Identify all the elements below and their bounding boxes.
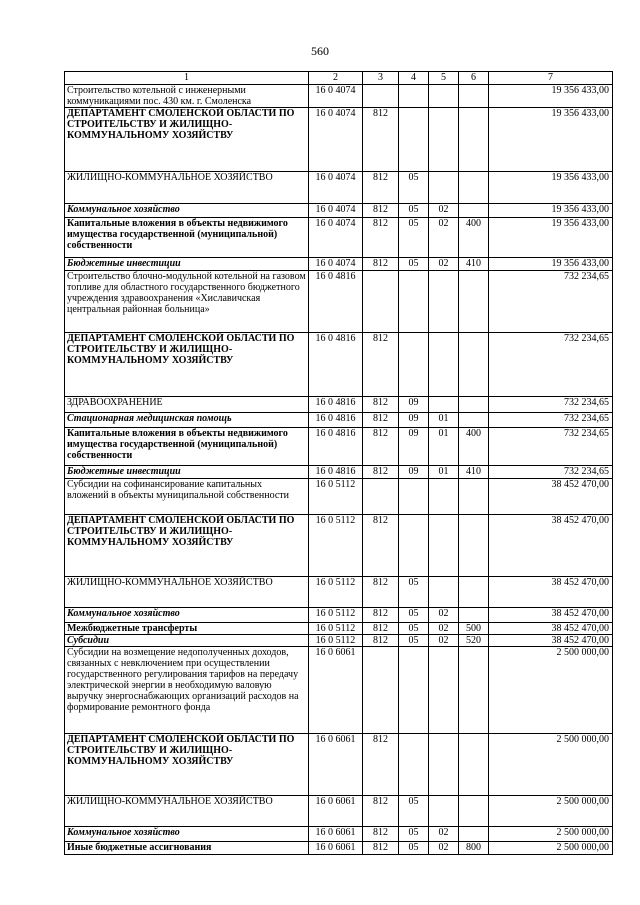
row-target-code: 16 0 6061 [309, 796, 363, 827]
row-target-code: 16 0 5112 [309, 479, 363, 515]
row-section-code: 05 [399, 204, 429, 218]
row-target-code: 16 0 4816 [309, 466, 363, 479]
header-col-7: 7 [489, 72, 613, 85]
row-amount: 732 234,65 [489, 271, 613, 333]
row-amount: 2 500 000,00 [489, 796, 613, 827]
table-row [65, 218, 613, 258]
row-name: Субсидии на возмещение недополученных доходов, связанных с невключением при осуществлении государственного регулирования тарифов на передачу электрической энергии в необходимую валовую выручку энергоснабжающих организаций расходов на формирование ремонтного фонда [65, 647, 309, 734]
row-amount: 19 356 433,00 [489, 204, 613, 218]
table-row [65, 515, 613, 577]
row-ministry-code [363, 85, 399, 108]
row-ministry-code: 812 [363, 842, 399, 855]
row-section-code: 05 [399, 608, 429, 623]
row-expense-type-code [459, 479, 489, 515]
row-section-code [399, 85, 429, 108]
header-row [65, 72, 613, 85]
row-ministry-code: 812 [363, 258, 399, 271]
row-ministry-code: 812 [363, 577, 399, 608]
row-name: ЖИЛИЩНО-КОММУНАЛЬНОЕ ХОЗЯЙСТВО [65, 172, 309, 204]
row-subsection-code [429, 85, 459, 108]
row-section-code: 05 [399, 842, 429, 855]
row-target-code: 16 0 4074 [309, 218, 363, 258]
row-section-code [399, 333, 429, 397]
row-subsection-code [429, 479, 459, 515]
row-amount: 38 452 470,00 [489, 635, 613, 647]
row-name: ДЕПАРТАМЕНТ СМОЛЕНСКОЙ ОБЛАСТИ ПО СТРОИТЕЛЬСТВУ И ЖИЛИЩНО-КОММУНАЛЬНОМУ ХОЗЯЙСТВУ [65, 734, 309, 796]
table-row [65, 479, 613, 515]
table-row [65, 734, 613, 796]
row-target-code: 16 0 4074 [309, 172, 363, 204]
table-row [65, 333, 613, 397]
row-ministry-code [363, 271, 399, 333]
table-body [65, 72, 613, 855]
row-expense-type-code: 400 [459, 218, 489, 258]
row-ministry-code: 812 [363, 466, 399, 479]
table-row [65, 635, 613, 647]
row-amount: 2 500 000,00 [489, 647, 613, 734]
row-target-code: 16 0 6061 [309, 827, 363, 842]
row-name: Межбюджетные трансферты [65, 623, 309, 635]
row-name: Коммунальное хозяйство [65, 204, 309, 218]
row-name: Стационарная медицинская помощь [65, 413, 309, 428]
row-expense-type-code [459, 608, 489, 623]
row-ministry-code: 812 [363, 172, 399, 204]
row-section-code [399, 108, 429, 172]
page-number: 560 [311, 44, 329, 58]
row-section-code: 05 [399, 218, 429, 258]
row-target-code: 16 0 5112 [309, 623, 363, 635]
row-name: ЗДРАВООХРАНЕНИЕ [65, 397, 309, 413]
row-expense-type-code [459, 577, 489, 608]
row-target-code: 16 0 4816 [309, 413, 363, 428]
row-ministry-code: 812 [363, 623, 399, 635]
row-amount: 732 234,65 [489, 413, 613, 428]
row-subsection-code: 02 [429, 204, 459, 218]
row-target-code: 16 0 6061 [309, 734, 363, 796]
row-section-code: 05 [399, 577, 429, 608]
row-amount: 19 356 433,00 [489, 172, 613, 204]
row-section-code [399, 734, 429, 796]
table-row [65, 577, 613, 608]
row-expense-type-code: 400 [459, 428, 489, 466]
table-row [65, 647, 613, 734]
header-col-1: 1 [65, 72, 309, 85]
row-amount: 732 234,65 [489, 428, 613, 466]
row-amount: 2 500 000,00 [489, 827, 613, 842]
row-target-code: 16 0 4816 [309, 333, 363, 397]
row-target-code: 16 0 6061 [309, 647, 363, 734]
row-amount: 19 356 433,00 [489, 258, 613, 271]
table-row [65, 466, 613, 479]
row-section-code: 09 [399, 466, 429, 479]
row-expense-type-code: 520 [459, 635, 489, 647]
header-col-6: 6 [459, 72, 489, 85]
row-subsection-code: 01 [429, 428, 459, 466]
row-target-code: 16 0 4816 [309, 271, 363, 333]
row-expense-type-code [459, 647, 489, 734]
row-subsection-code [429, 734, 459, 796]
row-section-code: 09 [399, 428, 429, 466]
row-ministry-code: 812 [363, 413, 399, 428]
row-name: ДЕПАРТАМЕНТ СМОЛЕНСКОЙ ОБЛАСТИ ПО СТРОИТЕЛЬСТВУ И ЖИЛИЩНО-КОММУНАЛЬНОМУ ХОЗЯЙСТВУ [65, 333, 309, 397]
row-amount: 38 452 470,00 [489, 623, 613, 635]
row-ministry-code: 812 [363, 204, 399, 218]
row-name: Строительство котельной с инженерными коммуникациями пос. 430 км. г. Смоленска [65, 85, 309, 108]
row-subsection-code: 02 [429, 635, 459, 647]
row-subsection-code: 02 [429, 218, 459, 258]
row-expense-type-code: 410 [459, 258, 489, 271]
row-subsection-code [429, 515, 459, 577]
row-ministry-code: 812 [363, 734, 399, 796]
table-row [65, 258, 613, 271]
row-expense-type-code [459, 333, 489, 397]
row-expense-type-code [459, 413, 489, 428]
row-expense-type-code [459, 85, 489, 108]
row-section-code: 09 [399, 397, 429, 413]
row-target-code: 16 0 4074 [309, 108, 363, 172]
row-name: ДЕПАРТАМЕНТ СМОЛЕНСКОЙ ОБЛАСТИ ПО СТРОИТЕЛЬСТВУ И ЖИЛИЩНО-КОММУНАЛЬНОМУ ХОЗЯЙСТВУ [65, 108, 309, 172]
row-ministry-code: 812 [363, 796, 399, 827]
row-target-code: 16 0 5112 [309, 577, 363, 608]
row-target-code: 16 0 6061 [309, 842, 363, 855]
row-ministry-code: 812 [363, 608, 399, 623]
row-target-code: 16 0 4074 [309, 258, 363, 271]
row-section-code: 05 [399, 796, 429, 827]
row-expense-type-code [459, 397, 489, 413]
table-row [65, 172, 613, 204]
row-name: ЖИЛИЩНО-КОММУНАЛЬНОЕ ХОЗЯЙСТВО [65, 796, 309, 827]
header-col-3: 3 [363, 72, 399, 85]
row-expense-type-code [459, 204, 489, 218]
row-target-code: 16 0 4816 [309, 428, 363, 466]
row-subsection-code [429, 172, 459, 204]
row-ministry-code: 812 [363, 635, 399, 647]
table-row [65, 608, 613, 623]
row-expense-type-code: 800 [459, 842, 489, 855]
row-ministry-code [363, 479, 399, 515]
row-amount: 2 500 000,00 [489, 842, 613, 855]
row-subsection-code: 02 [429, 842, 459, 855]
header-col-2: 2 [309, 72, 363, 85]
row-expense-type-code [459, 172, 489, 204]
table-row [65, 397, 613, 413]
table-row [65, 85, 613, 108]
table-row [65, 413, 613, 428]
row-subsection-code: 02 [429, 827, 459, 842]
budget-table [64, 71, 613, 855]
row-amount: 38 452 470,00 [489, 577, 613, 608]
row-section-code [399, 479, 429, 515]
row-ministry-code [363, 647, 399, 734]
row-ministry-code: 812 [363, 333, 399, 397]
row-subsection-code: 01 [429, 466, 459, 479]
table-row [65, 204, 613, 218]
row-amount: 19 356 433,00 [489, 85, 613, 108]
row-amount: 38 452 470,00 [489, 479, 613, 515]
row-section-code: 05 [399, 623, 429, 635]
row-subsection-code: 02 [429, 623, 459, 635]
row-amount: 19 356 433,00 [489, 218, 613, 258]
row-expense-type-code [459, 796, 489, 827]
row-subsection-code [429, 333, 459, 397]
row-name: Капитальные вложения в объекты недвижимого имущества государственной (муниципальной) собственности [65, 218, 309, 258]
table-row [65, 623, 613, 635]
row-ministry-code: 812 [363, 108, 399, 172]
row-section-code [399, 271, 429, 333]
row-amount: 732 234,65 [489, 466, 613, 479]
row-expense-type-code [459, 271, 489, 333]
row-subsection-code [429, 796, 459, 827]
row-target-code: 16 0 4074 [309, 204, 363, 218]
table-row [65, 271, 613, 333]
row-amount: 732 234,65 [489, 397, 613, 413]
row-name: Субсидии на софинансирование капитальных вложений в объекты муниципальной собственности [65, 479, 309, 515]
row-name: ЖИЛИЩНО-КОММУНАЛЬНОЕ ХОЗЯЙСТВО [65, 577, 309, 608]
row-target-code: 16 0 4074 [309, 85, 363, 108]
table-row [65, 108, 613, 172]
row-expense-type-code: 500 [459, 623, 489, 635]
row-section-code: 05 [399, 172, 429, 204]
row-name: Бюджетные инвестиции [65, 258, 309, 271]
row-target-code: 16 0 5112 [309, 608, 363, 623]
row-target-code: 16 0 5112 [309, 515, 363, 577]
row-section-code [399, 515, 429, 577]
row-name: Капитальные вложения в объекты недвижимого имущества государственной (муниципальной) собственности [65, 428, 309, 466]
row-target-code: 16 0 5112 [309, 635, 363, 647]
row-name: Строительство блочно-модульной котельной на газовом топливе для областного государственного бюджетного учреждения здравоохранения «Хиславичская центральная районная больница» [65, 271, 309, 333]
row-section-code: 09 [399, 413, 429, 428]
row-subsection-code: 02 [429, 258, 459, 271]
row-amount: 19 356 433,00 [489, 108, 613, 172]
row-expense-type-code [459, 827, 489, 842]
row-expense-type-code: 410 [459, 466, 489, 479]
row-section-code: 05 [399, 635, 429, 647]
row-ministry-code: 812 [363, 397, 399, 413]
row-section-code [399, 647, 429, 734]
row-name: Иные бюджетные ассигнования [65, 842, 309, 855]
row-subsection-code [429, 577, 459, 608]
row-subsection-code [429, 271, 459, 333]
header-col-4: 4 [399, 72, 429, 85]
row-subsection-code: 02 [429, 608, 459, 623]
row-expense-type-code [459, 515, 489, 577]
row-section-code: 05 [399, 827, 429, 842]
row-name: Коммунальное хозяйство [65, 608, 309, 623]
header-col-5: 5 [429, 72, 459, 85]
row-name: Бюджетные инвестиции [65, 466, 309, 479]
table-row [65, 827, 613, 842]
row-target-code: 16 0 4816 [309, 397, 363, 413]
row-amount: 2 500 000,00 [489, 734, 613, 796]
table-row [65, 842, 613, 855]
row-name: Коммунальное хозяйство [65, 827, 309, 842]
row-amount: 732 234,65 [489, 333, 613, 397]
row-amount: 38 452 470,00 [489, 515, 613, 577]
table-row [65, 796, 613, 827]
row-ministry-code: 812 [363, 428, 399, 466]
row-ministry-code: 812 [363, 515, 399, 577]
row-subsection-code: 01 [429, 413, 459, 428]
row-subsection-code [429, 108, 459, 172]
row-name: Субсидии [65, 635, 309, 647]
row-ministry-code: 812 [363, 218, 399, 258]
row-expense-type-code [459, 734, 489, 796]
row-amount: 38 452 470,00 [489, 608, 613, 623]
row-ministry-code: 812 [363, 827, 399, 842]
row-name: ДЕПАРТАМЕНТ СМОЛЕНСКОЙ ОБЛАСТИ ПО СТРОИТЕЛЬСТВУ И ЖИЛИЩНО-КОММУНАЛЬНОМУ ХОЗЯЙСТВУ [65, 515, 309, 577]
row-subsection-code [429, 647, 459, 734]
table-row [65, 428, 613, 466]
row-subsection-code [429, 397, 459, 413]
row-expense-type-code [459, 108, 489, 172]
row-section-code: 05 [399, 258, 429, 271]
